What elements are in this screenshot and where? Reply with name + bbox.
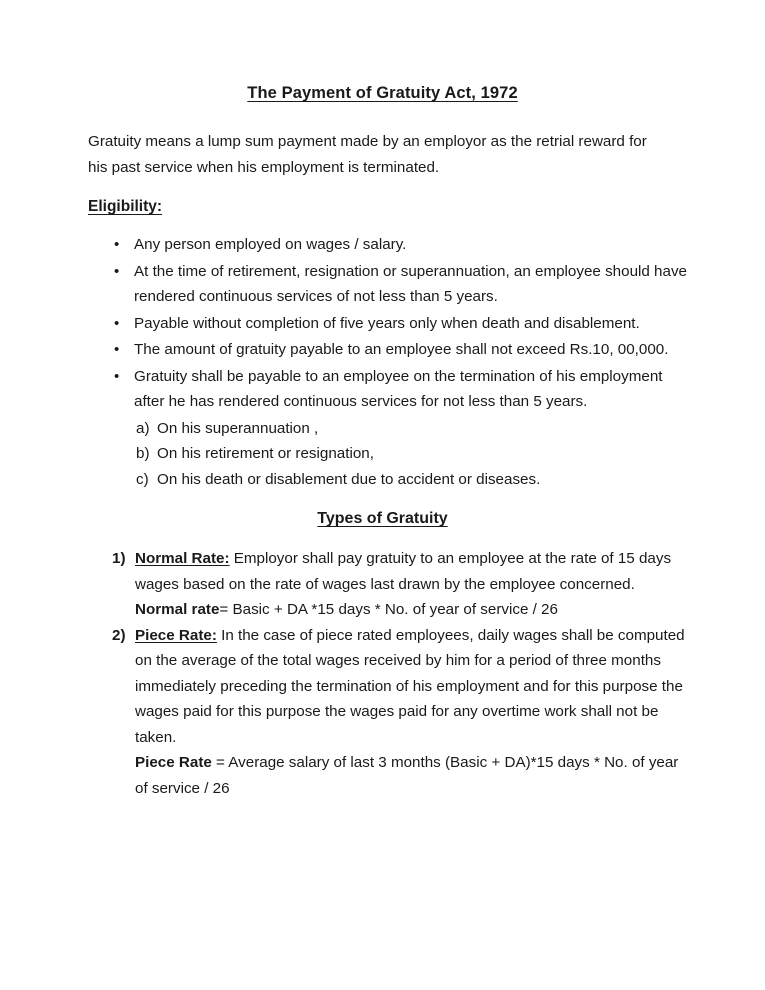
page-title: The Payment of Gratuity Act, 1972	[247, 84, 518, 102]
list-item	[88, 546, 687, 623]
formula-label: Piece Rate	[135, 754, 212, 771]
formula-line	[135, 597, 687, 623]
list-item	[88, 441, 687, 467]
list-item-text: At the time of retirement, resignation or superannuation, an employee should have rendered continuous services of not less than 5 years.	[134, 262, 687, 305]
list-item-text: In the case of piece rated employees, daily wages shall be computed on the average of the total wages received by him for a period of three months immediately preceding the termination of his employment and for this purpose the wages paid for this purpose the wages paid for any overtime work shall not be taken.	[135, 626, 685, 746]
eligibility-list	[88, 232, 687, 415]
list-item	[88, 232, 687, 258]
list-item-marker: b)	[136, 445, 150, 462]
list-item-text: Any person employed on wages / salary.	[134, 236, 407, 253]
formula-body: = Basic + DA *15 days * No. of year of service / 26	[219, 601, 558, 618]
list-item	[88, 623, 687, 802]
list-item	[88, 259, 687, 310]
types-list	[88, 546, 687, 801]
formula-line	[135, 750, 687, 801]
bullet-icon: •	[114, 314, 120, 332]
list-item-text: Payable without completion of five years only when death and disablement.	[134, 314, 640, 332]
bullet-icon: •	[114, 341, 120, 358]
list-item-text: Gratuity shall be payable to an employee on the termination of his employment after he has rendered continuous services for not less than 5 years.	[134, 367, 663, 410]
list-item	[88, 416, 687, 442]
list-item-lead: Normal Rate:	[135, 550, 230, 567]
types-heading: Types of Gratuity	[317, 510, 448, 527]
list-item-marker: a)	[136, 419, 150, 437]
list-item-text: On his death or disablement due to accident or diseases.	[157, 470, 541, 488]
eligibility-sublist	[88, 416, 687, 493]
list-item-marker: c)	[136, 470, 149, 488]
list-item	[88, 467, 687, 493]
bullet-icon: •	[114, 262, 120, 280]
intro-paragraph: Gratuity means a lump sum payment made by an employor as the retrial reward for his past service when his employment is terminated.	[88, 133, 647, 176]
list-item-marker: 1)	[112, 550, 126, 567]
list-item-lead: Piece Rate:	[135, 626, 217, 644]
bullet-icon: •	[114, 367, 120, 385]
list-item	[88, 364, 687, 415]
list-item-text: The amount of gratuity payable to an employee shall not exceed Rs.10, 00,000.	[134, 341, 669, 358]
list-item	[88, 337, 687, 363]
list-item-marker: 2)	[112, 626, 126, 644]
list-item	[88, 311, 687, 337]
bullet-icon: •	[114, 236, 120, 253]
list-item-text: Employor shall pay gratuity to an employee at the rate of 15 days wages based on the rate of wages last drawn by the employee concerned.	[135, 550, 672, 593]
formula-label: Normal rate	[135, 601, 220, 618]
list-item-text: On his superannuation ,	[157, 419, 319, 437]
formula-body: = Average salary of last 3 months (Basic + DA)*15 days * No. of year of service / 26	[135, 754, 679, 797]
eligibility-heading: Eligibility:	[88, 198, 163, 215]
list-item-text: On his retirement or resignation,	[157, 445, 374, 462]
